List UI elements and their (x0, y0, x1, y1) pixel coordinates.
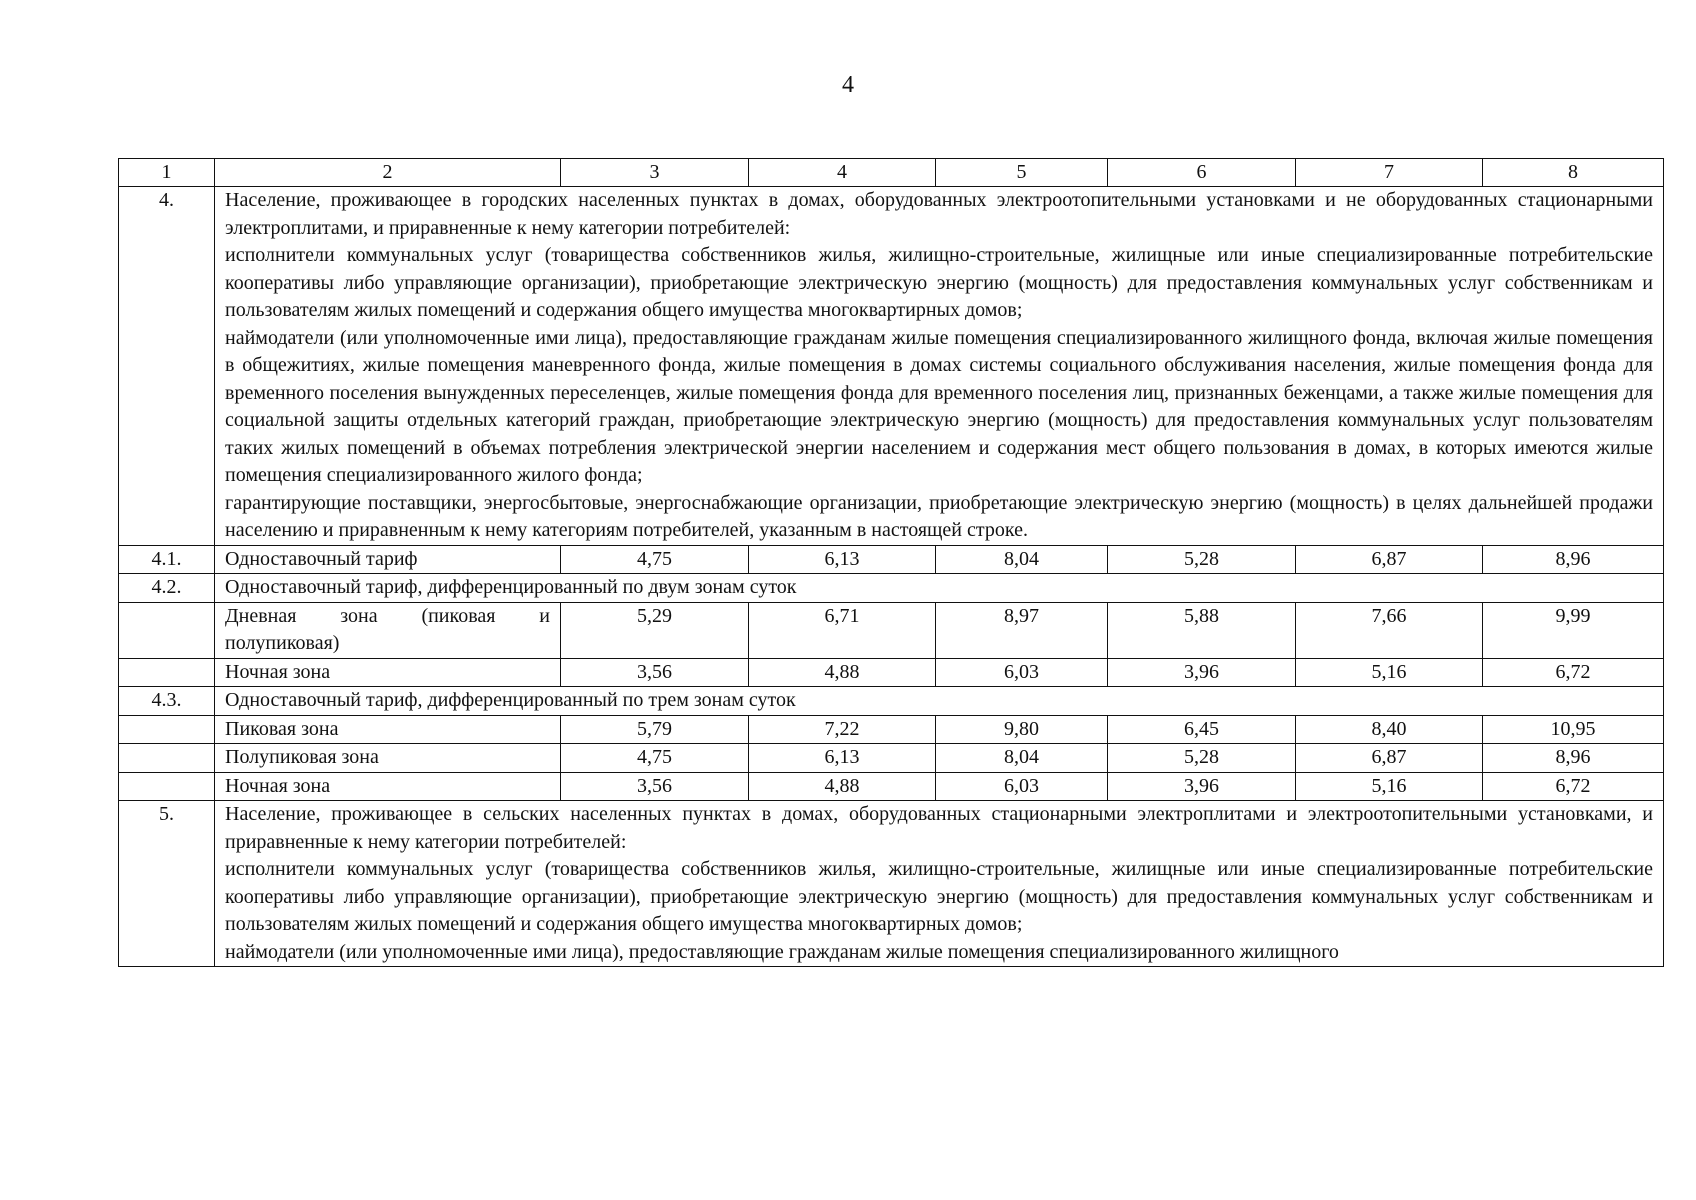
tariff-value: 5,29 (561, 602, 749, 658)
header-cell: 8 (1483, 159, 1664, 187)
category-description (215, 187, 1664, 546)
header-cell: 1 (119, 159, 215, 187)
table-row (119, 715, 1664, 744)
tariff-section-label: Одноставочный тариф, дифференцированный по трем зонам суток (215, 687, 1664, 716)
category-description (215, 801, 1664, 967)
tariff-value: 6,13 (749, 744, 936, 773)
tariff-value: 6,03 (936, 658, 1108, 687)
tariff-value: 3,96 (1108, 658, 1296, 687)
header-cell: 7 (1296, 159, 1483, 187)
tariff-value: 9,80 (936, 715, 1108, 744)
row-number-empty (119, 602, 215, 658)
paragraph: наймодатели (или уполномоченные ими лица), предоставляющие гражданам жилые помещения специализированного жилищного фонда, включая жилые помещения в общежитиях, жилые помещения маневренного фонда, жилые помещения в домах системы социального обслуживания населения, жилые помещения фонда для временного поселения вынужденных переселенцев, жилые помещения фонда для временного поселения лиц, признанных беженцами, а также жилые помещения для социальной защиты отдельных категорий граждан, приобретающие электрическую энергию (мощность) для предоставления коммунальных услуг пользователям таких жилых помещений в объемах потребления электрической энергии населением и содержания мест общего пользования в домах, в которых имеются жилые помещения специализированного жилого фонда; (225, 326, 1653, 486)
header-cell: 2 (215, 159, 561, 187)
table-row (119, 187, 1664, 546)
tariff-label: Одноставочный тариф (215, 545, 561, 574)
row-number: 4.1. (119, 545, 215, 574)
tariff-value: 4,75 (561, 744, 749, 773)
row-number: 4.2. (119, 574, 215, 603)
tariff-value: 6,71 (749, 602, 936, 658)
paragraph: исполнители коммунальных услуг (товарищества собственников жилья, жилищно-строительные, жилищные или иные специализированные потребительские кооперативы либо управляющие организации), приобретающие электрическую энергию (мощность) для предоставления коммунальных услуг собственникам и пользователям жилых помещений и содержания общего имущества многоквартирных домов; (225, 858, 1653, 935)
table-row (119, 658, 1664, 687)
tariff-value: 6,13 (749, 545, 936, 574)
header-cell: 3 (561, 159, 749, 187)
row-number-empty (119, 772, 215, 801)
tariff-label: Ночная зона (215, 658, 561, 687)
tariff-value: 6,45 (1108, 715, 1296, 744)
table-row (119, 744, 1664, 773)
tariff-value: 4,75 (561, 545, 749, 574)
tariff-value: 9,99 (1483, 602, 1664, 658)
table-row (119, 545, 1664, 574)
tariff-value: 4,88 (749, 658, 936, 687)
tariff-table (118, 158, 1664, 967)
tariff-value: 7,22 (749, 715, 936, 744)
paragraph: наймодатели (или уполномоченные ими лица), предоставляющие гражданам жилые помещения специализированного жилищного (225, 940, 1339, 963)
tariff-value: 3,56 (561, 658, 749, 687)
tariff-value: 6,03 (936, 772, 1108, 801)
table-row (119, 574, 1664, 603)
header-row (119, 159, 1664, 187)
page-number: 4 (842, 72, 854, 98)
tariff-label: Ночная зона (215, 772, 561, 801)
tariff-section-label: Одноставочный тариф, дифференцированный по двум зонам суток (215, 574, 1664, 603)
tariff-value: 6,87 (1296, 744, 1483, 773)
row-number-empty (119, 715, 215, 744)
tariff-value: 8,04 (936, 744, 1108, 773)
header-cell: 6 (1108, 159, 1296, 187)
tariff-value: 6,72 (1483, 658, 1664, 687)
paragraph: Население, проживающее в городских населенных пунктах в домах, оборудованных электроотопительными установками и не оборудованных стационарными электроплитами, и приравненные к нему категории потребителей: (225, 189, 1653, 239)
tariff-value: 10,95 (1483, 715, 1664, 744)
tariff-value: 5,16 (1296, 772, 1483, 801)
paragraph: исполнители коммунальных услуг (товарищества собственников жилья, жилищно-строительные, жилищные или иные специализированные потребительские кооперативы либо управляющие организации), приобретающие электрическую энергию (мощность) для предоставления коммунальных услуг собственникам и пользователям жилых помещений и содержания общего имущества многоквартирных домов; (225, 244, 1653, 321)
tariff-value: 8,96 (1483, 744, 1664, 773)
tariff-value: 5,79 (561, 715, 749, 744)
row-number: 4. (119, 187, 215, 546)
tariff-value: 6,72 (1483, 772, 1664, 801)
tariff-label: Полупиковая зона (215, 744, 561, 773)
tariff-label: Дневная зона (пиковая и полупиковая) (215, 602, 561, 658)
table-row (119, 772, 1664, 801)
row-number: 4.3. (119, 687, 215, 716)
tariff-value: 5,88 (1108, 602, 1296, 658)
row-number: 5. (119, 801, 215, 967)
tariff-value: 8,97 (936, 602, 1108, 658)
table-row (119, 801, 1664, 967)
header-cell: 4 (749, 159, 936, 187)
tariff-value: 4,88 (749, 772, 936, 801)
tariff-value: 3,56 (561, 772, 749, 801)
tariff-label: Пиковая зона (215, 715, 561, 744)
table-row (119, 687, 1664, 716)
tariff-value: 8,04 (936, 545, 1108, 574)
tariff-value: 5,16 (1296, 658, 1483, 687)
tariff-value: 8,40 (1296, 715, 1483, 744)
paragraph: гарантирующие поставщики, энергосбытовые, энергоснабжающие организации, приобретающие электрическую энергию (мощность) в целях дальнейшей продажи населению и приравненным к нему категориям потребителей, указанным в настоящей строке. (225, 491, 1653, 541)
paragraph: Население, проживающее в сельских населенных пунктах в домах, оборудованных стационарными электроплитами и электроотопительными установками, и приравненные к нему категории потребителей: (225, 803, 1653, 853)
tariff-value: 5,28 (1108, 744, 1296, 773)
header-cell: 5 (936, 159, 1108, 187)
row-number-empty (119, 744, 215, 773)
table-row (119, 602, 1664, 658)
tariff-value: 5,28 (1108, 545, 1296, 574)
tariff-value: 8,96 (1483, 545, 1664, 574)
tariff-value: 7,66 (1296, 602, 1483, 658)
tariff-value: 3,96 (1108, 772, 1296, 801)
tariff-value: 6,87 (1296, 545, 1483, 574)
row-number-empty (119, 658, 215, 687)
